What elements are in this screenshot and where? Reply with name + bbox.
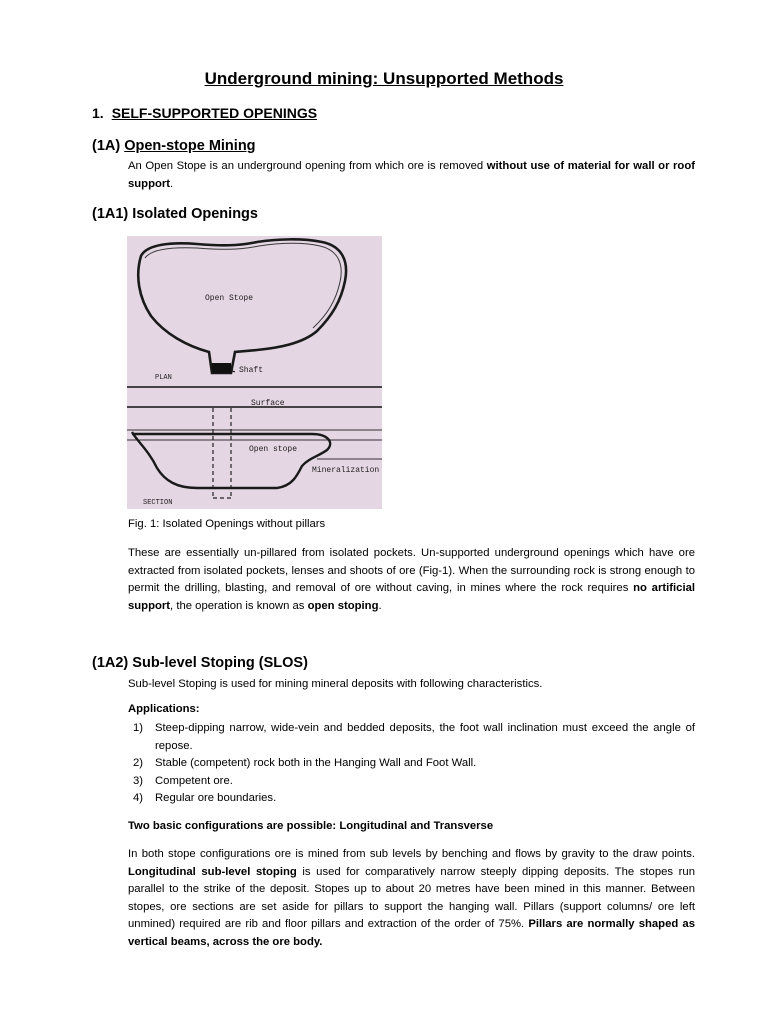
configurations-line: Two basic configurations are possible: Longitudinal and Transverse [128,820,494,832]
label-open-stope-section: Open stope [249,445,298,454]
para1-text-2: , the operation is known as [170,599,308,612]
desc-text-1: An Open Stope is an underground opening from which ore is removed [128,160,487,172]
list-item-number: 1) [133,722,144,734]
figure-diagram [127,236,382,509]
applications-label: Applications: [128,703,200,715]
label-open-stope-plan: Open Stope [205,294,254,303]
figure-caption: Fig. 1: Isolated Openings without pillars [128,518,326,530]
figure-isolated-openings [127,236,382,509]
para1-bold-1: no artificial support [128,582,695,612]
desc-bold: without use of material for wall or roof support [128,160,695,190]
section-1a1-paragraph [128,545,695,615]
desc-text-2: . [170,177,174,190]
list-item-text: Competent ore. [155,774,233,787]
list-item [128,755,695,773]
para1-text-3: . [378,599,382,612]
section-1-title: SELF-SUPPORTED OPENINGS [111,105,318,121]
list-item [128,790,695,808]
para2-bold-2: Pillars are normally shaped as vertical beams, across the ore body. [128,918,695,948]
section-1a-heading [92,138,256,154]
page-title: Underground mining: Unsupported Methods [204,69,564,88]
para2-bold-1: Longitudinal sub-level stoping [128,865,297,878]
section-1a2-paragraph [128,846,695,951]
section-1-heading [92,105,317,121]
list-item-text: Stable (competent) rock both in the Hanging Wall and Foot Wall. [155,757,477,769]
shaft-box [212,363,231,373]
para2-text-1: In both stope configurations ore is mined from sub levels by benching and flows by gravity to the draw points. [128,848,695,860]
list-item [128,720,695,755]
section-1a-description [128,158,695,193]
list-item-number: 4) [133,792,144,804]
section-1a2-heading: (1A2) Sub-level Stoping (SLOS) [92,655,308,671]
plan-stope-inner [145,243,341,328]
plan-stope-outline [138,239,346,373]
list-item-text: Regular ore boundaries. [155,792,277,804]
para1-bold-2: open stoping [307,599,379,612]
list-item-text: Steep-dipping narrow, wide-vein and bedded deposits, the foot wall inclination must exceed the angle of repose. [155,722,695,752]
label-plan: PLAN [155,374,172,382]
list-item [128,773,695,791]
section-1a1-heading: (1A1) Isolated Openings [92,206,258,222]
para1-text-1: These are essentially un-pillared from isolated pockets. Un-supported underground openings which have ore extracted from isolated pockets, lenses and shoots of ore (Fig-1). When the surrounding rock is strong enough to permit the drilling, blasting, and removal of ore without caving, in mines where the rock requires [128,547,695,594]
para2-text-2: is used for comparatively narrow steeply dipping deposits. The stopes run parallel to the strike of the deposit. Stopes up to about 20 metres have been mined in this manner. Between stopes, ore sections are set aside for pillars to support the hanging wall. Pillars (support columns/ ore left unmined) required are rib and floor pillars and extraction of the order of 75%. [128,865,695,930]
section-1-number: 1. [92,105,104,121]
list-item-number: 2) [133,757,144,769]
label-shaft: Shaft [239,366,264,375]
label-mineralization: Mineralization [312,466,380,475]
section-1a-label: (1A) [92,138,121,154]
label-section: SECTION [143,499,173,507]
section-1a-title: Open-stope Mining [124,138,256,154]
label-surface: Surface [251,399,285,408]
list-item-number: 3) [133,774,144,787]
applications-list [128,720,695,808]
section-1a2-intro: Sub-level Stoping is used for mining mineral deposits with following characteristics. [128,678,543,690]
